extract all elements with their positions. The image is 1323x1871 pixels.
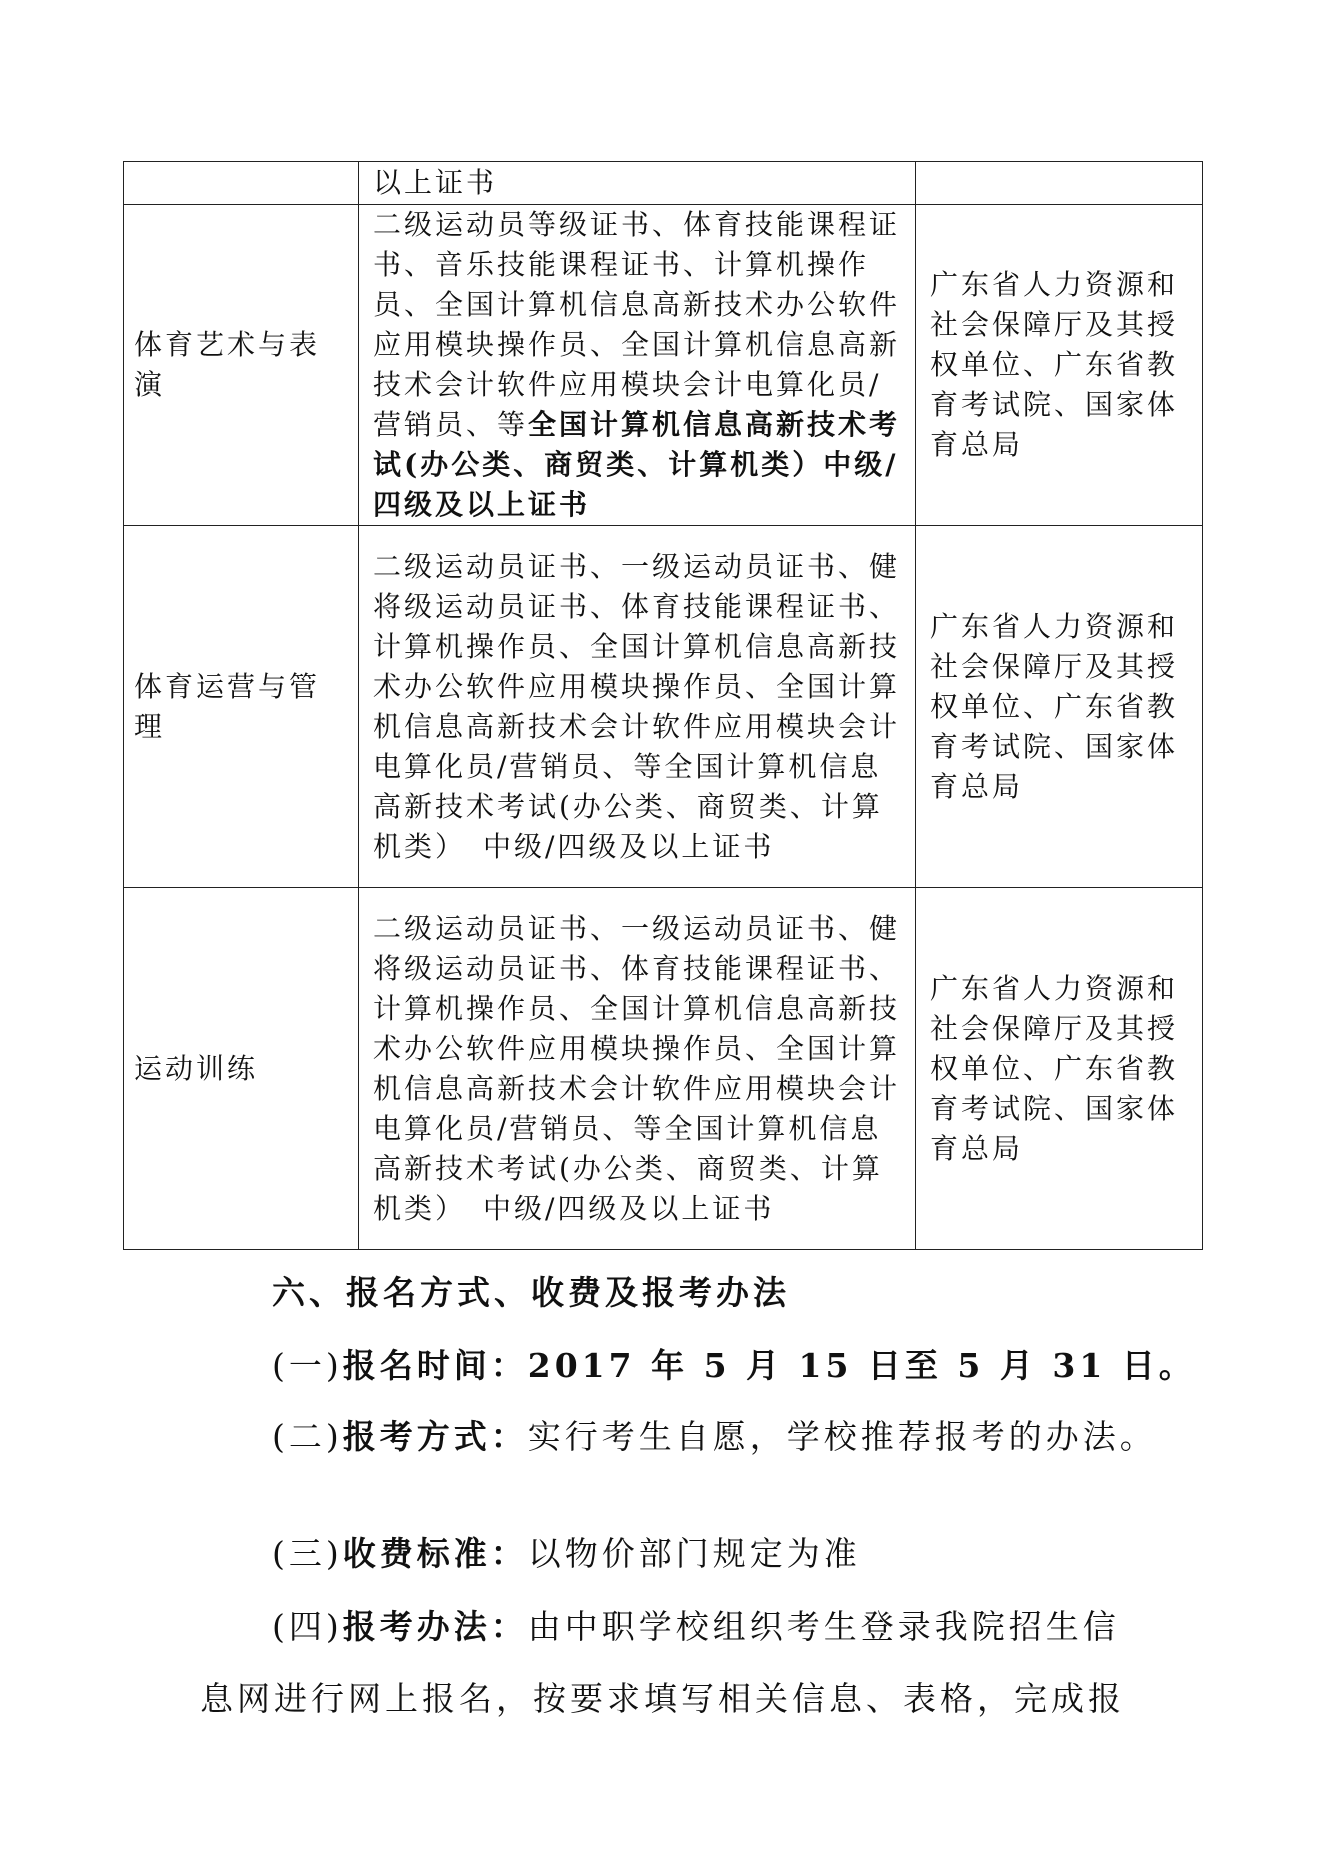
- item-label: 报考方式：: [342, 1417, 528, 1456]
- major-cell: 体育运营与管理: [124, 526, 359, 888]
- table-row: [124, 162, 1203, 205]
- certificate-cell: [359, 888, 916, 1250]
- certificate-text: 二级运动员等级证书、体育技能课程证书、音乐技能课程证书、计算机操作员、全国计算机信息高新技术办公软件应用模块操作员、全国计算机信息高新技术会计软件应用模块会计电算化员/营销员、等: [373, 208, 901, 441]
- fee-standard-paragraph: [272, 1531, 861, 1577]
- item-label: 报名时间：: [342, 1346, 528, 1385]
- item-prefix: (三): [272, 1534, 343, 1573]
- section-title: 六、报名方式、收费及报考办法: [272, 1273, 790, 1312]
- registration-time-paragraph: [272, 1343, 1196, 1389]
- item-text: 由中职学校组织考生登录我院招生信: [527, 1607, 1120, 1646]
- certificate-table: [123, 161, 1203, 1250]
- item-text: 以物价部门规定为准: [527, 1534, 861, 1573]
- item-text: 实行考生自愿，学校推荐报考的办法。: [527, 1417, 1157, 1456]
- certificate-text-bold: 全国计算机信息高新技术考试(办公类、商贸类、计算机类）中级/四级及以上证书: [373, 408, 901, 521]
- application-procedure-paragraph: [272, 1604, 1120, 1650]
- certificate-text: 以上证书: [373, 166, 498, 199]
- authority-cell: 广东省人力资源和社会保障厅及其授权单位、广东省教育考试院、国家体育总局: [916, 888, 1203, 1250]
- certificate-cell: [359, 162, 916, 205]
- table-row: [124, 526, 1203, 888]
- major-cell: [124, 162, 359, 205]
- certificate-text: 二级运动员证书、一级运动员证书、健将级运动员证书、体育技能课程证书、计算机操作员、全国计算机信息高新技术办公软件应用模块操作员、全国计算机信息高新技术会计软件应用模块会计电算化员/营销员、等全国计算机信息高新技术考试(办公类、商贸类、计算机类） 中级/四级及以上证书: [373, 549, 901, 863]
- major-cell: 运动训练: [124, 888, 359, 1250]
- major-cell: 体育艺术与表演: [124, 205, 359, 526]
- item-prefix: (二): [272, 1417, 343, 1456]
- table-row: [124, 205, 1203, 526]
- authority-cell: 广东省人力资源和社会保障厅及其授权单位、广东省教育考试院、国家体育总局: [916, 205, 1203, 526]
- application-procedure-continuation: 息网进行网上报名，按要求填写相关信息、表格，完成报: [200, 1679, 1125, 1718]
- registration-method-paragraph: [272, 1414, 1157, 1460]
- item-text: 2017 年 5 月 15 日至 5 月 31 日。: [527, 1346, 1196, 1385]
- item-prefix: (一): [272, 1346, 343, 1385]
- certificate-text: 二级运动员证书、一级运动员证书、健将级运动员证书、体育技能课程证书、计算机操作员、全国计算机信息高新技术办公软件应用模块操作员、全国计算机信息高新技术会计软件应用模块会计电算化员/营销员、等全国计算机信息高新技术考试(办公类、商贸类、计算机类） 中级/四级及以上证书: [373, 911, 901, 1225]
- item-prefix: (四): [272, 1607, 343, 1646]
- table-row: [124, 888, 1203, 1250]
- certificate-cell: [359, 205, 916, 526]
- item-label: 报考办法：: [342, 1607, 528, 1646]
- authority-cell: [916, 162, 1203, 205]
- authority-cell: 广东省人力资源和社会保障厅及其授权单位、广东省教育考试院、国家体育总局: [916, 526, 1203, 888]
- certificate-cell: [359, 526, 916, 888]
- item-label: 收费标准：: [342, 1534, 528, 1573]
